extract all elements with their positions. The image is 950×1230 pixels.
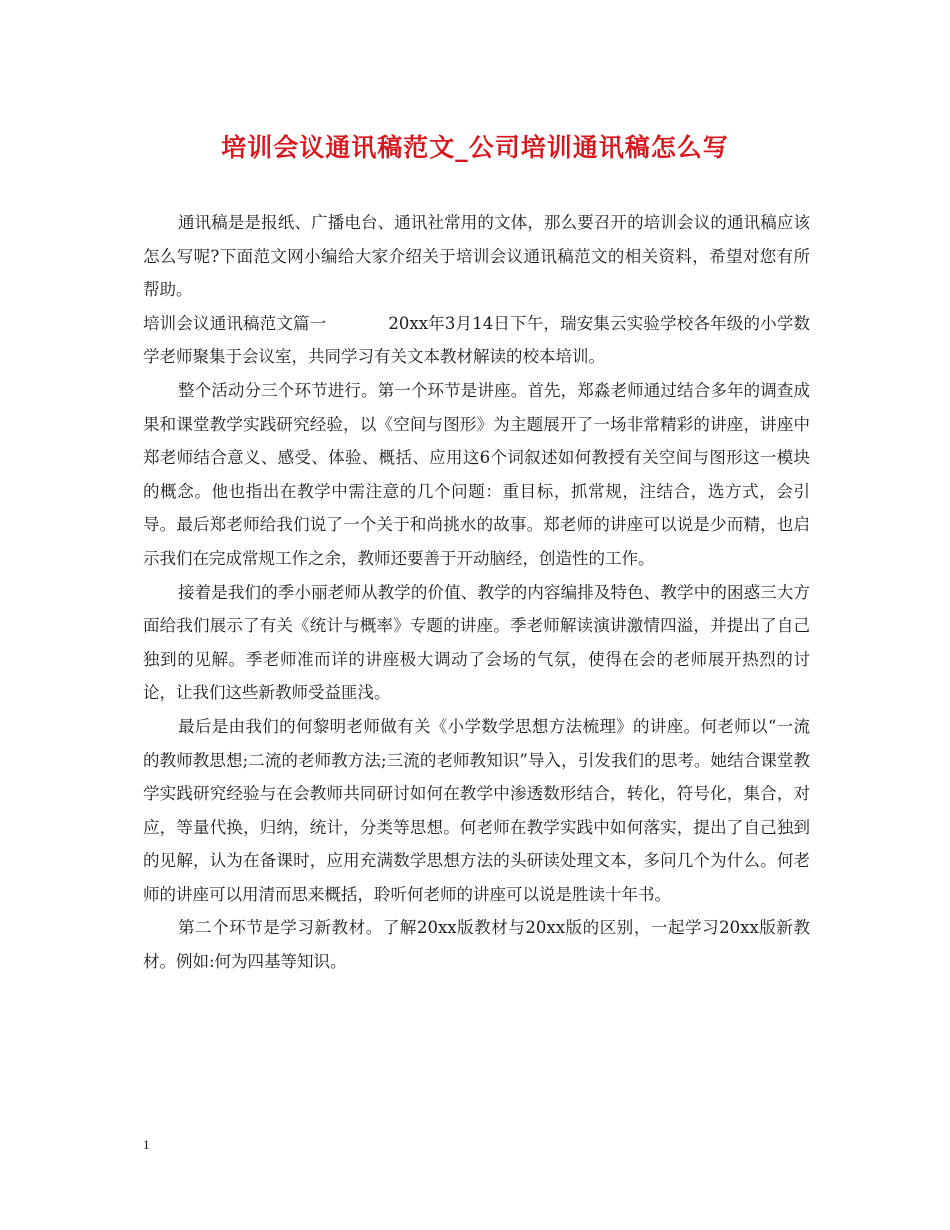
body-paragraph-2: 接着是我们的季小丽老师从教学的价值、教学的内容编排及特色、教学中的困惑三大方面给我们展示了有关《统计与概率》专题的讲座。季老师解读演讲激情四溢，并提出了自己独到的见解。季老师准而详的讲座极大调动了会场的气氛，使得在会的老师展开热烈的讨论，让我们这些新教师受益匪浅。 [143, 582, 810, 703]
document-body [143, 206, 810, 979]
body-paragraph-3: 最后是由我们的何黎明老师做有关《小学数学思想方法梳理》的讲座。何老师以“一流的教师教思想;二流的老师教方法;三流的老师教知识”导入，引发我们的思考。她结合课堂教学实践研究经验与在会教师共同研讨如何在教学中渗透数形结合，转化，符号化，集合，对应，等量代换，归纳，统计，分类等思想。何老师在教学实践中如何落实，提出了自己独到的见解，认为在备课时，应用充满数学思想方法的头研读处理文本，多问几个为什么。何老师的讲座可以用清而思来概括，聆听何老师的讲座可以说是胜读十年书。 [143, 716, 810, 904]
section-first-text: 20xx年3月14日下午，瑞安集云实验学校各年级的小学数学老师聚集于会议室，共同学习有关文本教材解读的校本培训。 [143, 313, 810, 367]
page-number: 1 [143, 1137, 150, 1152]
body-paragraph-4: 第二个环节是学习新教材。了解20xx版教材与20xx版的区别，一起学习20xx版新教材。例如:何为四基等知识。 [143, 918, 810, 972]
intro-paragraph: 通讯稿是是报纸、广播电台、通讯社常用的文体，那么要召开的培训会议的通讯稿应该怎么写呢?下面范文网小编给大家介绍关于培训会议通讯稿范文的相关资料，希望对您有所帮助。 [143, 213, 810, 300]
section-paragraph [143, 307, 810, 374]
page-title: 培训会议通讯稿范文_公司培训通讯稿怎么写 [221, 133, 729, 162]
body-paragraph-1: 整个活动分三个环节进行。第一个环节是讲座。首先，郑淼老师通过结合多年的调查成果和课堂教学实践研究经验，以《空间与图形》为主题展开了一场非常精彩的讲座，讲座中郑老师结合意义、感受、体验、概括、应用这6个词叙述如何教授有关空间与图形这一模块的概念。他也指出在教学中需注意的几个问题：重目标，抓常规，注结合，选方式，会引导。最后郑老师给我们说了一个关于和尚挑水的故事。郑老师的讲座可以说是少而精，也启示我们在完成常规工作之余，教师还要善于开动脑经，创造性的工作。 [143, 380, 810, 568]
section-label: 培训会议通讯稿范文篇一 [143, 313, 327, 333]
